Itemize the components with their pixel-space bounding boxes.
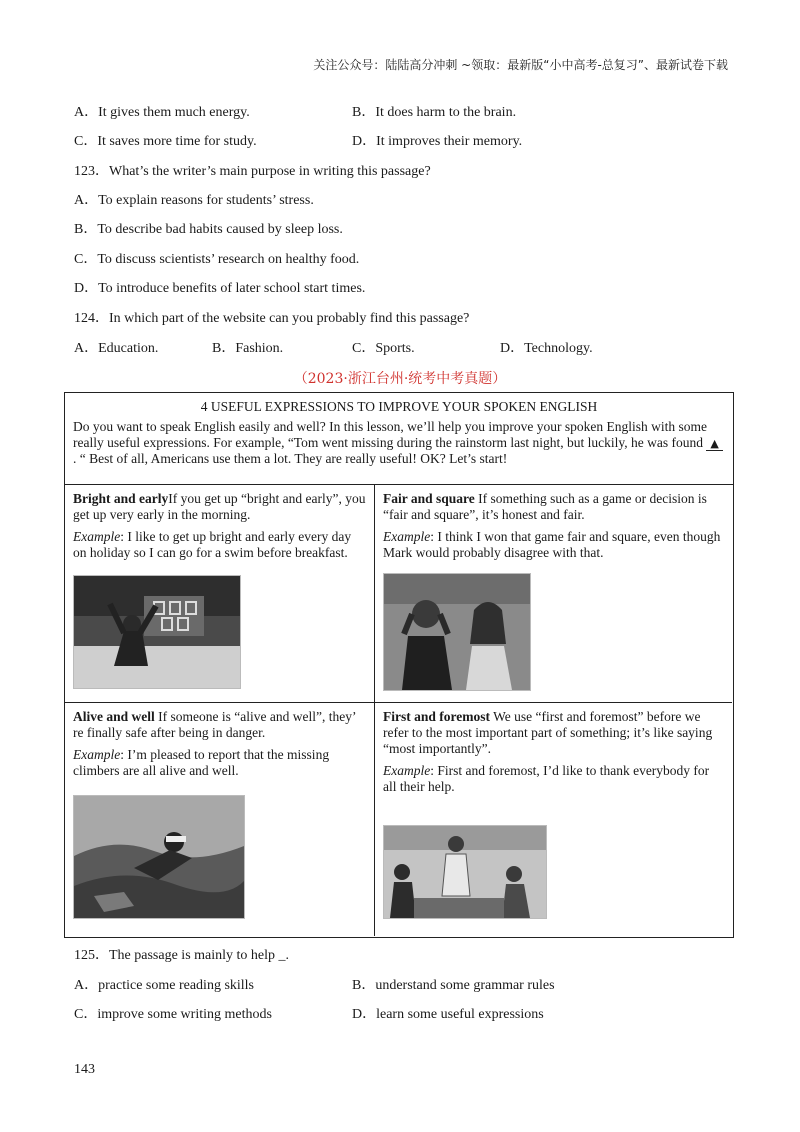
example-label: Example	[73, 747, 121, 762]
intro-after: . “ Best of all, Americans use them a lot. They are really useful! OK? Let’s start!	[73, 451, 508, 466]
expression-term: Alive and well	[73, 709, 155, 724]
expression-definition-text: If you get up “bright and early”, you get up very early in the morning.	[73, 491, 366, 522]
example-text: : I like to get up bright and early every day on holiday so I can go for a swim before breakfast.	[73, 529, 352, 560]
intro-before: Do you want to speak English easily and well? In this lesson, we’ll help you improve your spoken English with some really useful expressions. For example, “Tom went missing during the rainstorm last night, but luckily, he was found	[73, 419, 708, 450]
expression-definition-text: If something such as a game or decision is “fair and square”, it’s honest and fair.	[383, 491, 707, 522]
stretching-person-illustration	[74, 576, 240, 688]
photo-fair-and-square	[383, 573, 531, 691]
expression-example	[383, 529, 724, 561]
expression-definition	[73, 709, 366, 741]
expression-cell-first-and-foremost	[375, 703, 732, 936]
q125-option-a: A．practice some reading skills	[74, 978, 255, 993]
q125-option-b: B．understand some grammar rules	[352, 978, 555, 993]
q125-option-c: C．improve some writing methods	[74, 1007, 272, 1022]
expression-definition-text: If someone is “alive and well”, they’ re finally safe after being in danger.	[73, 709, 356, 740]
example-text: : I think I won that game fair and square, even though Mark would probably disagree with that.	[383, 529, 721, 560]
expression-cell-bright-and-early	[65, 485, 375, 703]
q124-stem: 124．In which part of the website can you probably find this passage?	[74, 311, 470, 326]
q122-option-c: C．It saves more time for study.	[74, 134, 257, 149]
meeting-illustration	[384, 826, 546, 918]
two-people-illustration	[384, 574, 530, 690]
q122-option-a: A．It gives them much energy.	[74, 105, 250, 120]
expression-definition-text: We use “first and foremost” before we refer to the most important part of something; it’s like saying “most importantly”.	[383, 709, 713, 756]
photo-first-and-foremost	[383, 825, 547, 919]
expression-term: Bright and early	[73, 491, 169, 506]
article-box	[64, 392, 734, 938]
q122-option-b: B．It does harm to the brain.	[352, 105, 517, 120]
q123-option-a: A．To explain reasons for students’ stress.	[74, 193, 314, 208]
climber-on-rocks-illustration	[74, 796, 244, 918]
q124-option-a: A．Education.	[74, 341, 159, 356]
q123-option-d: D．To introduce benefits of later school start times.	[74, 281, 366, 296]
example-label: Example	[383, 529, 431, 544]
example-text: : First and foremost, I’d like to thank everybody for all their help.	[383, 763, 710, 794]
q125-stem: 125．The passage is mainly to help _.	[74, 948, 290, 963]
q123-stem: 123．What’s the writer’s main purpose in writing this passage?	[74, 164, 431, 179]
expression-term: Fair and square	[383, 491, 475, 506]
expression-cell-fair-and-square	[375, 485, 732, 703]
q125-option-d: D．learn some useful expressions	[352, 1007, 544, 1022]
q123-option-c: C．To discuss scientists’ research on healthy food.	[74, 252, 360, 267]
q124-option-c: C．Sports.	[352, 341, 415, 356]
expression-definition	[383, 491, 724, 523]
page-number: 143	[74, 1062, 95, 1077]
expression-example	[73, 747, 366, 779]
example-text: : I’m pleased to report that the missing climbers are all alive and well.	[73, 747, 330, 778]
example-label: Example	[383, 763, 431, 778]
q123-option-b: B．To describe bad habits caused by sleep loss.	[74, 222, 343, 237]
article-intro-text	[73, 419, 725, 467]
source-label: （2023·浙江台州·统考中考真题）	[293, 371, 507, 387]
example-label: Example	[73, 529, 121, 544]
expression-example	[383, 763, 724, 795]
photo-alive-and-well	[73, 795, 245, 919]
expression-cell-alive-and-well	[65, 703, 375, 936]
q122-option-d: D．It improves their memory.	[352, 134, 523, 149]
header-note: 关注公众号：陆陆高分冲刺 ~领取：最新版“小中高考-总复习”、最新试卷下载	[313, 58, 728, 72]
expression-term: First and foremost	[383, 709, 490, 724]
expression-example	[73, 529, 366, 561]
article-title: 4 USEFUL EXPRESSIONS TO IMPROVE YOUR SPOKEN ENGLISH	[200, 399, 598, 414]
expression-definition	[73, 491, 366, 523]
expression-definition	[383, 709, 724, 757]
answer-blank: ▲	[706, 438, 722, 451]
q124-option-b: B．Fashion.	[212, 341, 284, 356]
q124-option-d: D．Technology.	[500, 341, 593, 356]
photo-bright-and-early	[73, 575, 241, 689]
article-intro	[65, 393, 733, 485]
